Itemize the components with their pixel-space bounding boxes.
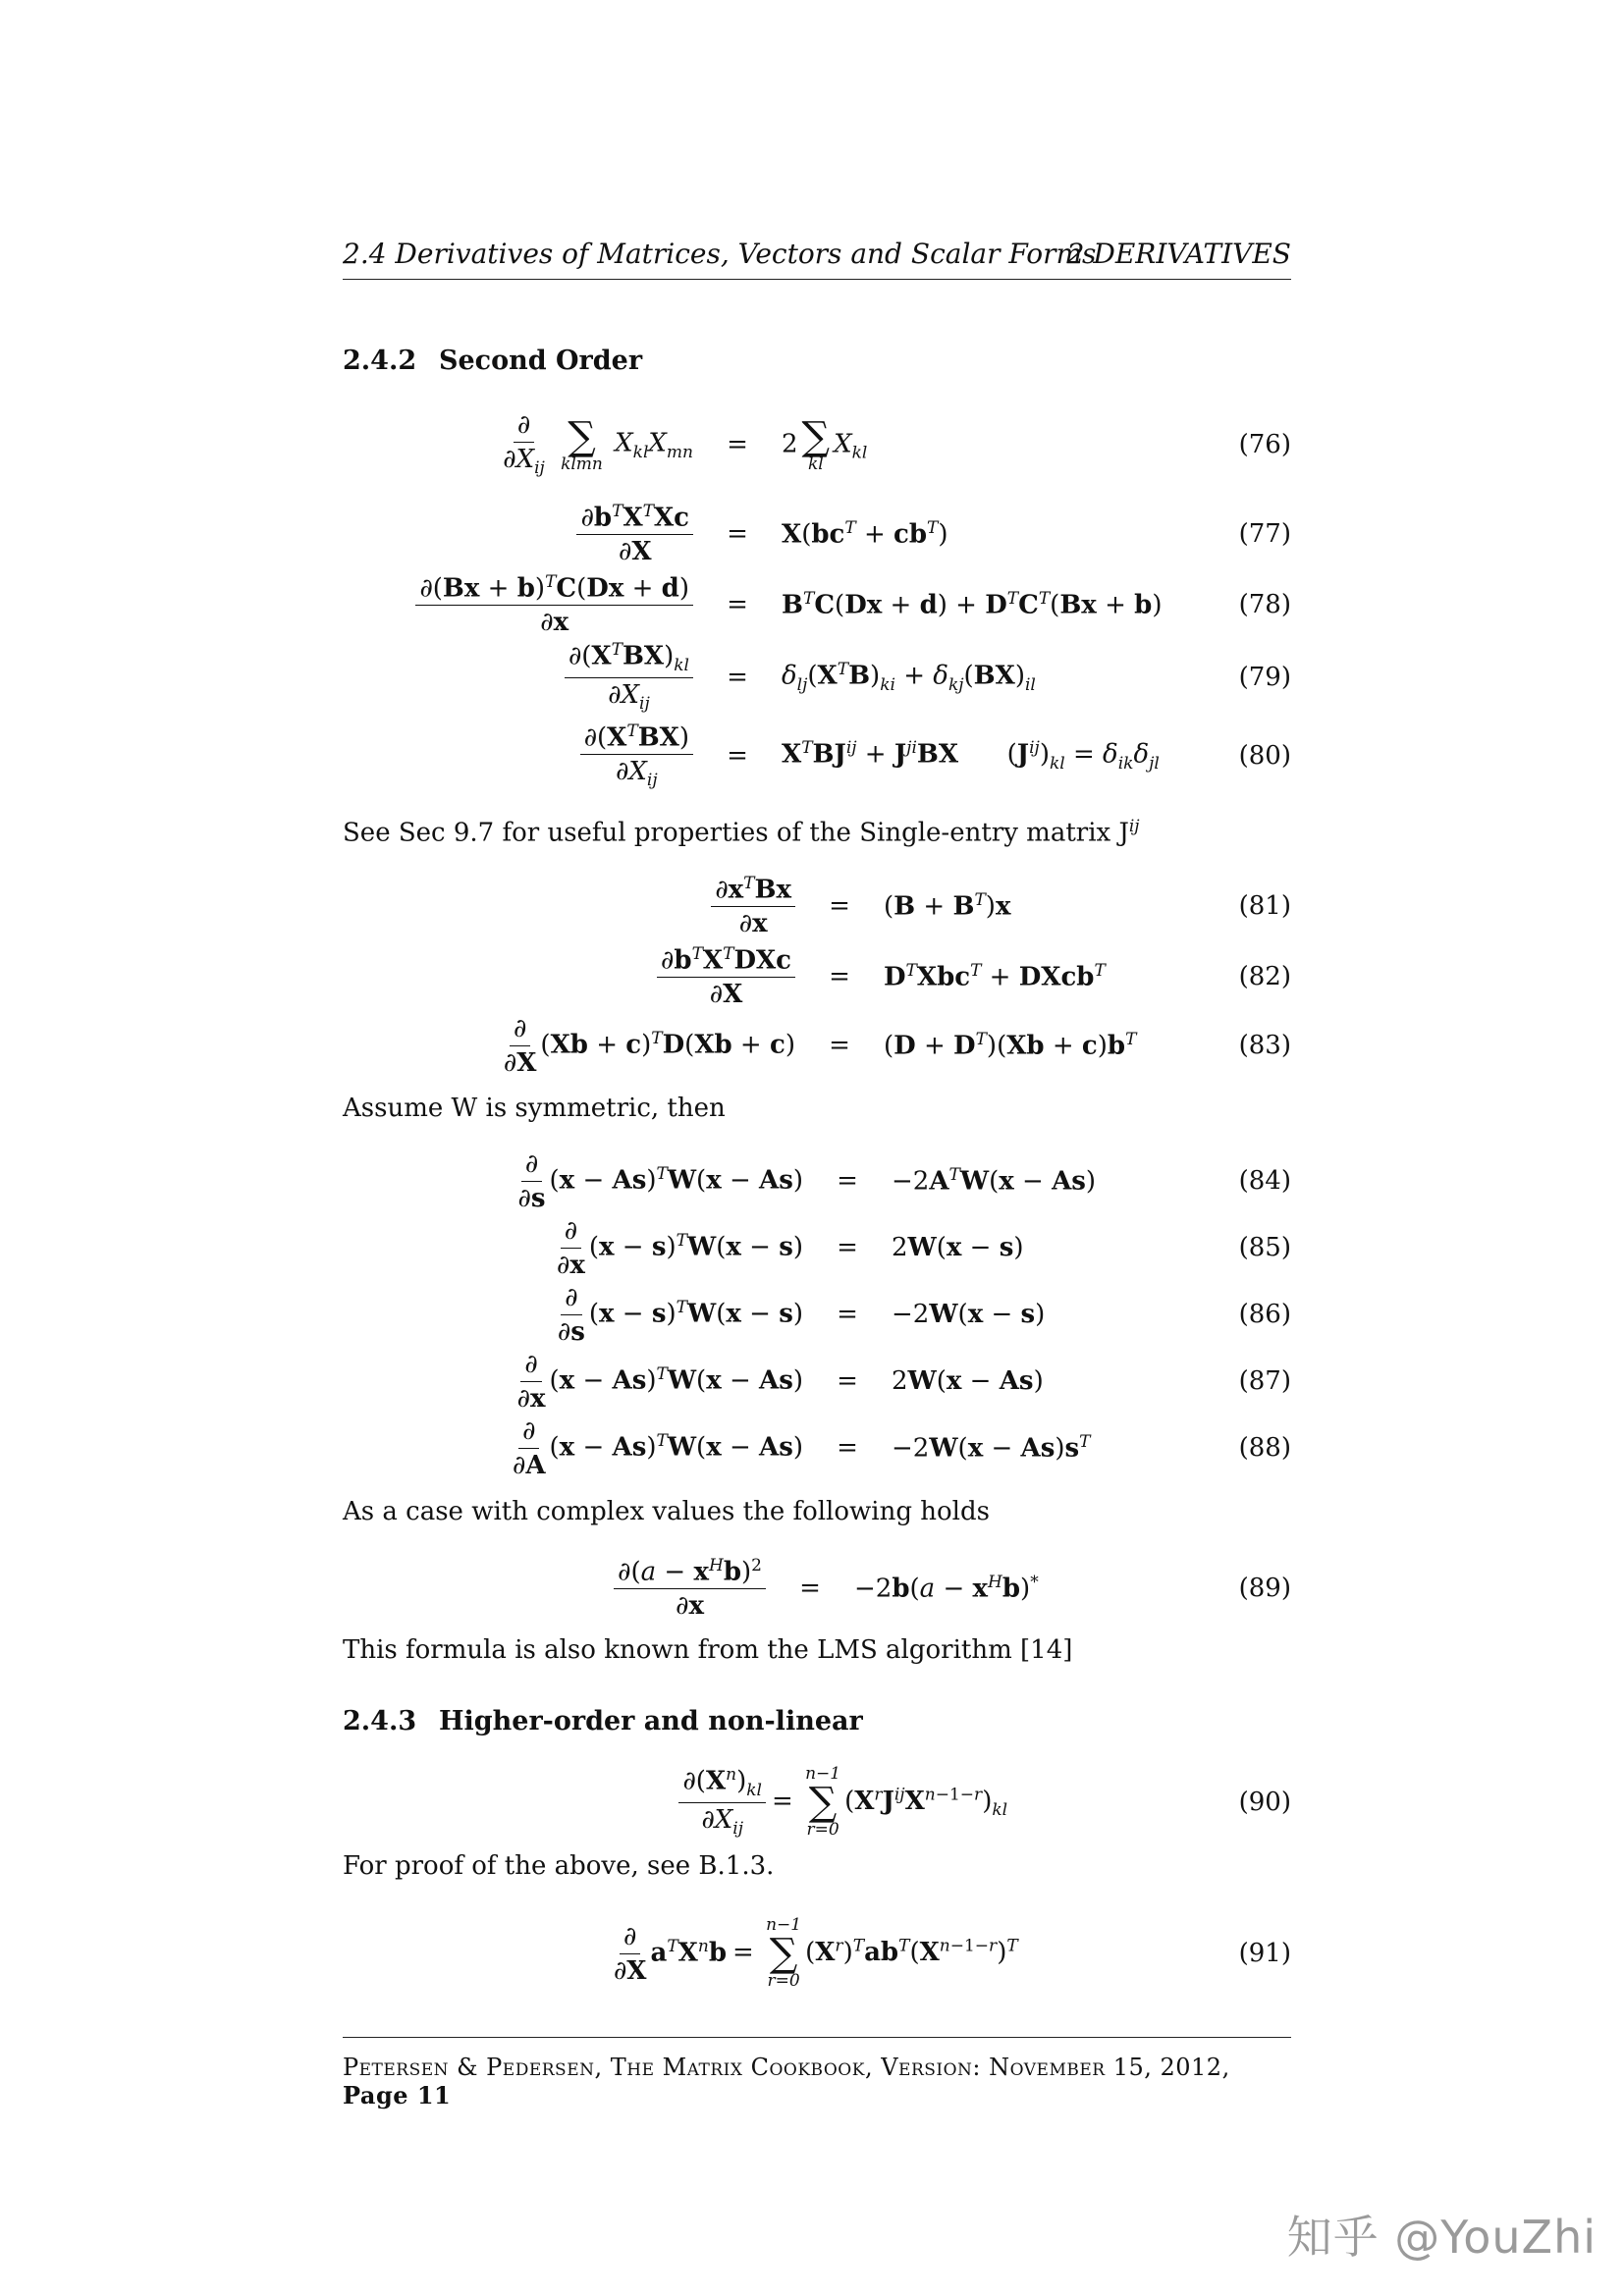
equation-number: (83)	[1238, 1031, 1291, 1060]
section-title: Higher-order and non-linear	[439, 1706, 863, 1736]
equation-78: $\frac{\partial(Bx + b)^TC(Dx + d)}{\partial x}$ = $B^TC(Dx + d) + D^TC^T(Bx + b)$ (78)	[393, 569, 1291, 640]
equation-number: (77)	[1238, 519, 1291, 549]
equation-80: $\frac{\partial(X^TBX)}{\partial X_{ij}}$ = $X^TBJ^{ij} + J^{ji}BX$ $(J^{ij})_{kl} = \delta_{ik}\delta_{jl}$ (80)	[393, 721, 1291, 791]
equation-number: (88)	[1238, 1433, 1291, 1463]
equation-82: $\frac{\partial b^TX^TDXc}{\partial X}$ = $D^TXbc^T$ + DXcb$^T$ (82)	[393, 942, 1291, 1011]
footer-text: Petersen & Pedersen, The Matrix Cookbook, Version: November 15, 2012,	[343, 2054, 1230, 2081]
equation-number: (91)	[1238, 1939, 1291, 1968]
equation-number: (90)	[1238, 1788, 1291, 1817]
equation-number: (79)	[1238, 663, 1291, 692]
paragraph-proof: For proof of the above, see B.1.3.	[343, 1851, 775, 1881]
equation-76: $\frac{\partial}{\partial X_{ij}}$ ∑ klmn $X_{kl}X_{mn}$ = 2 ∑ kl $X_{kl}$ (76)	[503, 410, 1291, 479]
equation-number: (86)	[1238, 1300, 1291, 1329]
equation-86: $\frac{\partial}{\partial s}$ $(x - s)^TW(x - s)$ = −2W(x − s) (86)	[557, 1282, 1291, 1347]
section-title: Second Order	[439, 346, 643, 376]
equation-85: $\frac{\partial}{\partial x}$ $(x - s)^TW(x - s)$ = 2W(x − s) (85)	[556, 1215, 1291, 1280]
equation-89: $\frac{\partial(a - x^Hb)^2}{\partial x}$ = $-2b(a - x^Hb)^*$ (89)	[393, 1553, 1291, 1624]
equation-number: (80)	[1238, 741, 1291, 771]
equation-91: $\frac{\partial}{\partial X}$ $a^TX^nb$ = n−1 ∑ r=0 $(X^r)^Tab^T(X^{n-1-r})^T$ (91)	[613, 1915, 1291, 1991]
equation-number: (87)	[1238, 1366, 1291, 1396]
running-header-right: 2 DERIVATIVES	[1066, 238, 1291, 270]
equation-number: (84)	[1238, 1166, 1291, 1196]
watermark: 知乎 @YouZhi	[1286, 2211, 1597, 2264]
section-heading-second-order	[343, 346, 642, 376]
paragraph-assume-symmetric: Assume W is symmetric, then	[343, 1094, 726, 1123]
running-header-left: 2.4 Derivatives of Matrices, Vectors and Scalar Forms	[343, 238, 1097, 270]
equation-number: (82)	[1238, 962, 1291, 991]
section-heading-higher-order	[343, 1706, 863, 1736]
equation-81: $\frac{\partial x^TBx}{\partial x}$ = $(B + B^T)x$ (81)	[393, 872, 1291, 940]
equation-90: $\frac{\partial(X^n)_{kl}}{\partial X_{ij}}$ = n−1 ∑ r=0 $(X^rJ^{ij}X^{n-1-r})_{kl}$ (90)	[393, 1753, 1291, 1851]
equation-79: $\frac{\partial(X^TBX)_{kl}}{\partial X_{ij}}$ = $\delta_{lj}(X^TB)_{ki} + \delta_{kj}(BX)_{il}$ (79)	[393, 642, 1291, 713]
section-number: 2.4.3	[343, 1706, 417, 1736]
paragraph-complex-values: As a case with complex values the following holds	[343, 1497, 990, 1526]
equation-number: (78)	[1238, 590, 1291, 619]
equation-88: $\frac{\partial}{\partial A}$ $(x - As)^TW(x - As)$ = $-2W(x - As)s^T$ (88)	[512, 1415, 1291, 1480]
equation-77: $\frac{\partial b^TX^TXc}{\partial X}$ = $X(bc^T + cb^T)$ (77)	[393, 499, 1291, 569]
running-header	[343, 238, 1291, 280]
equation-number: (81)	[1238, 891, 1291, 921]
section-number: 2.4.2	[343, 346, 417, 376]
equation-number: (85)	[1238, 1233, 1291, 1262]
equation-84: $\frac{\partial}{\partial s}$ $(x - As)^TW(x - As)$ = $-2A^TW(x - As)$ (84)	[517, 1148, 1291, 1213]
paragraph-text: See Sec 9.7 for useful properties of the Single-entry matrix J	[343, 818, 1129, 848]
paragraph-lms: This formula is also known from the LMS algorithm [14]	[343, 1635, 1073, 1665]
paragraph-single-entry	[343, 817, 1140, 848]
equation-83: $\frac{\partial}{\partial X}$ $(Xb + c)^TD(Xb + c)$ = $(D + D^T)(Xb + c)b^T$ (83)	[503, 1013, 1291, 1078]
page-number: Page 11	[343, 2081, 452, 2109]
equation-number: (89)	[1238, 1574, 1291, 1603]
equation-87: $\frac{\partial}{\partial x}$ $(x - As)^TW(x - As)$ = 2W(x − As) (87)	[516, 1349, 1291, 1414]
page-footer	[343, 2037, 1291, 2109]
equation-number: (76)	[1238, 430, 1291, 459]
paragraph-sup: ij	[1128, 817, 1140, 836]
